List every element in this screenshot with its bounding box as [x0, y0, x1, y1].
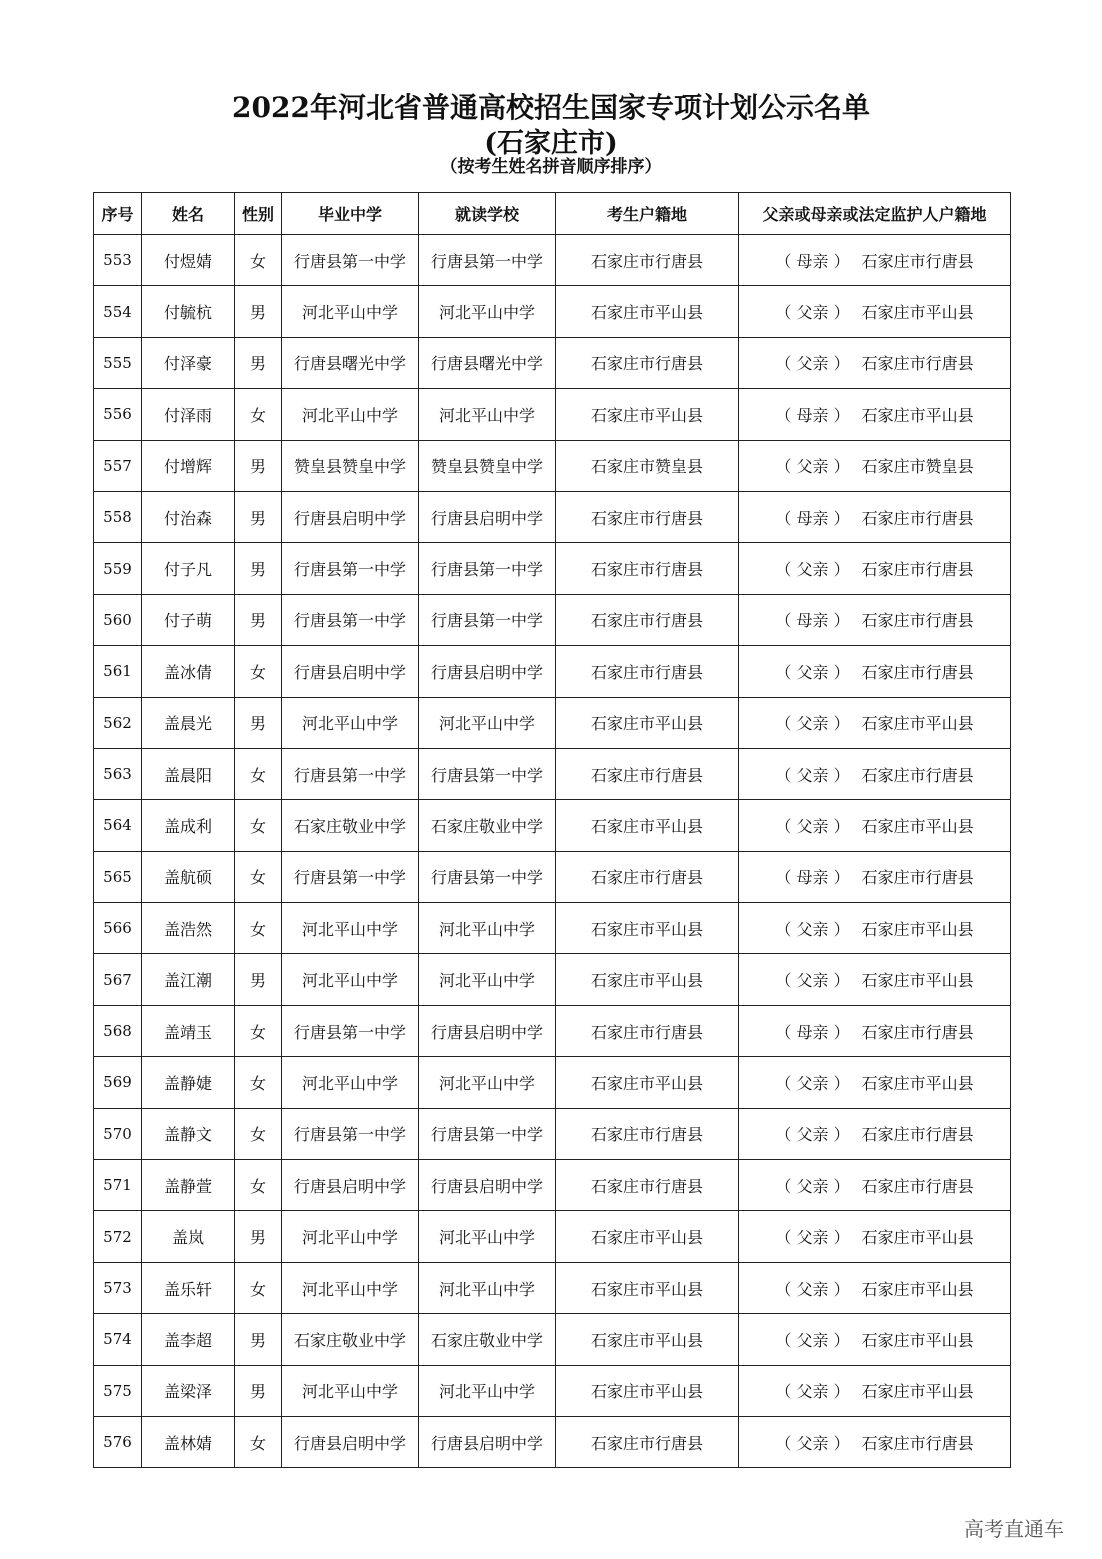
parent-hukou-place: 石家庄市平山县	[861, 714, 974, 734]
cell-gender: 男	[235, 954, 282, 1005]
cell-parent-hukou	[739, 646, 1011, 697]
parent-relation: （ 母亲 ）	[775, 868, 850, 888]
cell-grad-school: 河北平山中学	[282, 286, 419, 337]
parent-hukou-place: 石家庄市平山县	[861, 303, 974, 323]
cell-name: 盖冰倩	[142, 646, 235, 697]
cell-current-school: 石家庄敬业中学	[419, 800, 556, 851]
cell-current-school: 行唐县启明中学	[419, 491, 556, 542]
cell-parent-hukou	[739, 1160, 1011, 1211]
table-row	[94, 491, 1011, 542]
cell-no: 564	[94, 800, 142, 851]
table-row	[94, 954, 1011, 1005]
cell-no: 575	[94, 1365, 142, 1416]
cell-current-school: 河北平山中学	[419, 1057, 556, 1108]
cell-current-school: 行唐县启明中学	[419, 1416, 556, 1467]
parent-relation: （ 父亲 ）	[775, 816, 850, 836]
parent-hukou-place: 石家庄市平山县	[861, 1330, 974, 1350]
cell-name: 付子萌	[142, 594, 235, 645]
cell-gender: 男	[235, 440, 282, 491]
cell-parent-hukou	[739, 1005, 1011, 1056]
cell-parent-hukou	[739, 851, 1011, 902]
cell-parent-hukou	[739, 903, 1011, 954]
table-row	[94, 697, 1011, 748]
col-header-hukou: 考生户籍地	[556, 193, 739, 235]
cell-name: 付增辉	[142, 440, 235, 491]
cell-current-school: 河北平山中学	[419, 389, 556, 440]
cell-no: 573	[94, 1262, 142, 1313]
cell-hukou: 石家庄市行唐县	[556, 594, 739, 645]
cell-name: 付子凡	[142, 543, 235, 594]
cell-parent-hukou	[739, 337, 1011, 388]
cell-parent-hukou	[739, 954, 1011, 1005]
cell-name: 盖江潮	[142, 954, 235, 1005]
table-row	[94, 851, 1011, 902]
parent-relation: （ 父亲 ）	[775, 765, 850, 785]
parent-hukou-place: 石家庄市行唐县	[861, 560, 974, 580]
cell-name: 付煜婧	[142, 235, 235, 286]
table-header	[94, 193, 1011, 235]
cell-grad-school: 行唐县第一中学	[282, 851, 419, 902]
table-row	[94, 646, 1011, 697]
cell-name: 盖晨阳	[142, 748, 235, 799]
parent-relation: （ 父亲 ）	[775, 1279, 850, 1299]
cell-grad-school: 石家庄敬业中学	[282, 1314, 419, 1365]
parent-relation: （ 父亲 ）	[775, 354, 850, 374]
cell-current-school: 行唐县第一中学	[419, 235, 556, 286]
cell-gender: 女	[235, 1005, 282, 1056]
cell-name: 盖李超	[142, 1314, 235, 1365]
parent-relation: （ 父亲 ）	[775, 560, 850, 580]
cell-name: 盖成利	[142, 800, 235, 851]
parent-hukou-place: 石家庄市行唐县	[861, 508, 974, 528]
cell-grad-school: 河北平山中学	[282, 903, 419, 954]
parent-relation: （ 父亲 ）	[775, 1228, 850, 1248]
cell-no: 565	[94, 851, 142, 902]
parent-hukou-place: 石家庄市平山县	[861, 816, 974, 836]
cell-parent-hukou	[739, 389, 1011, 440]
cell-no: 555	[94, 337, 142, 388]
cell-grad-school: 行唐县启明中学	[282, 491, 419, 542]
parent-hukou-place: 石家庄市行唐县	[861, 1022, 974, 1042]
parent-relation: （ 父亲 ）	[775, 1382, 850, 1402]
cell-grad-school: 行唐县第一中学	[282, 1108, 419, 1159]
cell-name: 付泽雨	[142, 389, 235, 440]
parent-hukou-place: 石家庄市平山县	[861, 1279, 974, 1299]
cell-grad-school: 河北平山中学	[282, 954, 419, 1005]
cell-current-school: 行唐县启明中学	[419, 646, 556, 697]
table-row	[94, 1365, 1011, 1416]
parent-relation: （ 父亲 ）	[775, 457, 850, 477]
cell-parent-hukou	[739, 1262, 1011, 1313]
cell-current-school: 行唐县曙光中学	[419, 337, 556, 388]
cell-name: 付治森	[142, 491, 235, 542]
cell-gender: 男	[235, 286, 282, 337]
cell-gender: 男	[235, 491, 282, 542]
cell-parent-hukou	[739, 800, 1011, 851]
cell-current-school: 河北平山中学	[419, 954, 556, 1005]
table-row	[94, 286, 1011, 337]
cell-parent-hukou	[739, 1365, 1011, 1416]
table-row	[94, 903, 1011, 954]
col-header-current-school: 就读学校	[419, 193, 556, 235]
parent-relation: （ 父亲 ）	[775, 714, 850, 734]
cell-hukou: 石家庄市平山县	[556, 954, 739, 1005]
parent-relation: （ 父亲 ）	[775, 662, 850, 682]
cell-hukou: 石家庄市行唐县	[556, 1108, 739, 1159]
cell-no: 563	[94, 748, 142, 799]
parent-hukou-place: 石家庄市平山县	[861, 1228, 974, 1248]
parent-hukou-place: 石家庄市平山县	[861, 1382, 974, 1402]
cell-parent-hukou	[739, 286, 1011, 337]
table-row	[94, 389, 1011, 440]
cell-no: 572	[94, 1211, 142, 1262]
cell-hukou: 石家庄市平山县	[556, 800, 739, 851]
cell-no: 557	[94, 440, 142, 491]
cell-gender: 女	[235, 1160, 282, 1211]
cell-gender: 女	[235, 1262, 282, 1313]
parent-relation: （ 母亲 ）	[775, 405, 850, 425]
parent-hukou-place: 石家庄市行唐县	[861, 765, 974, 785]
cell-grad-school: 行唐县第一中学	[282, 1005, 419, 1056]
table-row	[94, 1160, 1011, 1211]
cell-no: 558	[94, 491, 142, 542]
cell-no: 568	[94, 1005, 142, 1056]
cell-current-school: 河北平山中学	[419, 1262, 556, 1313]
cell-hukou: 石家庄市行唐县	[556, 646, 739, 697]
cell-grad-school: 河北平山中学	[282, 1211, 419, 1262]
cell-gender: 男	[235, 543, 282, 594]
cell-gender: 女	[235, 851, 282, 902]
cell-parent-hukou	[739, 543, 1011, 594]
roster-table	[93, 192, 1011, 1468]
parent-hukou-place: 石家庄市行唐县	[861, 1125, 974, 1145]
cell-hukou: 石家庄市平山县	[556, 697, 739, 748]
parent-hukou-place: 石家庄市平山县	[861, 919, 974, 939]
cell-parent-hukou	[739, 235, 1011, 286]
cell-name: 盖岚	[142, 1211, 235, 1262]
parent-relation: （ 父亲 ）	[775, 1125, 850, 1145]
cell-no: 553	[94, 235, 142, 286]
cell-current-school: 河北平山中学	[419, 1211, 556, 1262]
cell-current-school: 行唐县第一中学	[419, 851, 556, 902]
table-row	[94, 235, 1011, 286]
cell-grad-school: 行唐县第一中学	[282, 594, 419, 645]
table-row	[94, 1108, 1011, 1159]
cell-name: 盖梁泽	[142, 1365, 235, 1416]
col-header-no: 序号	[94, 193, 142, 235]
table-row	[94, 543, 1011, 594]
cell-hukou: 石家庄市行唐县	[556, 543, 739, 594]
cell-current-school: 行唐县第一中学	[419, 594, 556, 645]
cell-grad-school: 石家庄敬业中学	[282, 800, 419, 851]
cell-grad-school: 行唐县第一中学	[282, 235, 419, 286]
col-header-parent-hukou: 父亲或母亲或法定监护人户籍地	[739, 193, 1011, 235]
cell-no: 570	[94, 1108, 142, 1159]
table-row	[94, 337, 1011, 388]
parent-relation: （ 母亲 ）	[775, 611, 850, 631]
cell-hukou: 石家庄市平山县	[556, 389, 739, 440]
cell-gender: 女	[235, 235, 282, 286]
cell-name: 盖乐轩	[142, 1262, 235, 1313]
cell-name: 盖靖玉	[142, 1005, 235, 1056]
cell-gender: 女	[235, 1108, 282, 1159]
cell-current-school: 行唐县启明中学	[419, 1160, 556, 1211]
cell-gender: 男	[235, 1314, 282, 1365]
cell-grad-school: 河北平山中学	[282, 389, 419, 440]
parent-hukou-place: 石家庄市行唐县	[861, 1433, 974, 1453]
parent-hukou-place: 石家庄市平山县	[861, 1073, 974, 1093]
cell-grad-school: 行唐县启明中学	[282, 1416, 419, 1467]
table-row	[94, 440, 1011, 491]
cell-grad-school: 河北平山中学	[282, 1365, 419, 1416]
header-row	[94, 193, 1011, 235]
cell-current-school: 河北平山中学	[419, 286, 556, 337]
cell-no: 556	[94, 389, 142, 440]
cell-no: 571	[94, 1160, 142, 1211]
cell-no: 574	[94, 1314, 142, 1365]
cell-current-school: 赞皇县赞皇中学	[419, 440, 556, 491]
cell-hukou: 石家庄市行唐县	[556, 235, 739, 286]
parent-relation: （ 母亲 ）	[775, 1022, 850, 1042]
table-body	[94, 235, 1011, 1468]
cell-parent-hukou	[739, 1416, 1011, 1467]
cell-gender: 女	[235, 903, 282, 954]
parent-hukou-place: 石家庄市行唐县	[861, 354, 974, 374]
cell-gender: 男	[235, 594, 282, 645]
cell-no: 562	[94, 697, 142, 748]
watermark: 高考直通车	[964, 1517, 1064, 1541]
cell-no: 567	[94, 954, 142, 1005]
cell-hukou: 石家庄市行唐县	[556, 1160, 739, 1211]
cell-hukou: 石家庄市行唐县	[556, 851, 739, 902]
cell-current-school: 行唐县启明中学	[419, 1005, 556, 1056]
cell-parent-hukou	[739, 697, 1011, 748]
table-row	[94, 1262, 1011, 1313]
cell-gender: 女	[235, 389, 282, 440]
parent-hukou-place: 石家庄市行唐县	[861, 251, 974, 271]
parent-hukou-place: 石家庄市行唐县	[861, 868, 974, 888]
cell-hukou: 石家庄市行唐县	[556, 491, 739, 542]
cell-name: 盖浩然	[142, 903, 235, 954]
cell-name: 盖晨光	[142, 697, 235, 748]
cell-gender: 女	[235, 800, 282, 851]
col-header-gender: 性别	[235, 193, 282, 235]
parent-relation: （ 父亲 ）	[775, 1330, 850, 1350]
parent-relation: （ 父亲 ）	[775, 1073, 850, 1093]
cell-name: 盖静文	[142, 1108, 235, 1159]
cell-current-school: 河北平山中学	[419, 1365, 556, 1416]
cell-grad-school: 河北平山中学	[282, 1262, 419, 1313]
cell-hukou: 石家庄市行唐县	[556, 1416, 739, 1467]
cell-hukou: 石家庄市平山县	[556, 1314, 739, 1365]
cell-parent-hukou	[739, 748, 1011, 799]
cell-grad-school: 行唐县第一中学	[282, 543, 419, 594]
cell-name: 付泽豪	[142, 337, 235, 388]
table-row	[94, 1314, 1011, 1365]
cell-no: 569	[94, 1057, 142, 1108]
parent-hukou-place: 石家庄市行唐县	[861, 611, 974, 631]
cell-grad-school: 行唐县启明中学	[282, 1160, 419, 1211]
cell-name: 盖林婧	[142, 1416, 235, 1467]
table-row	[94, 1005, 1011, 1056]
table-row	[94, 1211, 1011, 1262]
cell-grad-school: 河北平山中学	[282, 697, 419, 748]
table-row	[94, 1057, 1011, 1108]
table-row	[94, 594, 1011, 645]
cell-gender: 男	[235, 1211, 282, 1262]
cell-parent-hukou	[739, 594, 1011, 645]
cell-no: 559	[94, 543, 142, 594]
parent-hukou-place: 石家庄市赞皇县	[861, 457, 974, 477]
table-row	[94, 800, 1011, 851]
cell-no: 554	[94, 286, 142, 337]
parent-relation: （ 父亲 ）	[775, 1176, 850, 1196]
cell-no: 576	[94, 1416, 142, 1467]
cell-current-school: 石家庄敬业中学	[419, 1314, 556, 1365]
table-row	[94, 748, 1011, 799]
parent-hukou-place: 石家庄市行唐县	[861, 1176, 974, 1196]
cell-name: 盖航硕	[142, 851, 235, 902]
cell-hukou: 石家庄市行唐县	[556, 748, 739, 799]
document-title: 2022年河北省普通高校招生国家专项计划公示名单	[232, 91, 870, 124]
parent-relation: （ 父亲 ）	[775, 971, 850, 991]
cell-hukou: 石家庄市平山县	[556, 1211, 739, 1262]
document-subtitle: (石家庄市)	[484, 128, 618, 159]
cell-gender: 女	[235, 646, 282, 697]
cell-current-school: 河北平山中学	[419, 697, 556, 748]
cell-parent-hukou	[739, 440, 1011, 491]
cell-current-school: 河北平山中学	[419, 903, 556, 954]
cell-parent-hukou	[739, 1314, 1011, 1365]
table-row	[94, 1416, 1011, 1467]
cell-parent-hukou	[739, 1108, 1011, 1159]
cell-gender: 女	[235, 748, 282, 799]
sort-note: （按考生姓名拼音顺序排序）	[440, 157, 662, 177]
cell-current-school: 行唐县第一中学	[419, 1108, 556, 1159]
cell-grad-school: 行唐县启明中学	[282, 646, 419, 697]
parent-relation: （ 父亲 ）	[775, 303, 850, 323]
cell-hukou: 石家庄市平山县	[556, 1057, 739, 1108]
cell-gender: 男	[235, 1365, 282, 1416]
cell-current-school: 行唐县第一中学	[419, 748, 556, 799]
col-header-grad-school: 毕业中学	[282, 193, 419, 235]
cell-grad-school: 赞皇县赞皇中学	[282, 440, 419, 491]
cell-hukou: 石家庄市行唐县	[556, 1005, 739, 1056]
cell-parent-hukou	[739, 491, 1011, 542]
cell-current-school: 行唐县第一中学	[419, 543, 556, 594]
cell-hukou: 石家庄市平山县	[556, 1365, 739, 1416]
parent-hukou-place: 石家庄市平山县	[861, 405, 974, 425]
cell-hukou: 石家庄市平山县	[556, 286, 739, 337]
parent-relation: （ 父亲 ）	[775, 1433, 850, 1453]
cell-gender: 男	[235, 337, 282, 388]
parent-hukou-place: 石家庄市行唐县	[861, 662, 974, 682]
cell-parent-hukou	[739, 1211, 1011, 1262]
cell-gender: 男	[235, 697, 282, 748]
cell-no: 566	[94, 903, 142, 954]
col-header-name: 姓名	[142, 193, 235, 235]
parent-hukou-place: 石家庄市平山县	[861, 971, 974, 991]
cell-parent-hukou	[739, 1057, 1011, 1108]
parent-relation: （ 母亲 ）	[775, 508, 850, 528]
cell-no: 560	[94, 594, 142, 645]
cell-name: 付毓杭	[142, 286, 235, 337]
cell-no: 561	[94, 646, 142, 697]
cell-grad-school: 行唐县第一中学	[282, 748, 419, 799]
cell-name: 盖静婕	[142, 1057, 235, 1108]
cell-hukou: 石家庄市平山县	[556, 1262, 739, 1313]
cell-hukou: 石家庄市行唐县	[556, 337, 739, 388]
parent-relation: （ 母亲 ）	[775, 251, 850, 271]
cell-hukou: 石家庄市赞皇县	[556, 440, 739, 491]
cell-gender: 女	[235, 1057, 282, 1108]
cell-hukou: 石家庄市平山县	[556, 903, 739, 954]
cell-gender: 女	[235, 1416, 282, 1467]
cell-grad-school: 行唐县曙光中学	[282, 337, 419, 388]
cell-grad-school: 河北平山中学	[282, 1057, 419, 1108]
parent-relation: （ 父亲 ）	[775, 919, 850, 939]
cell-name: 盖静萱	[142, 1160, 235, 1211]
